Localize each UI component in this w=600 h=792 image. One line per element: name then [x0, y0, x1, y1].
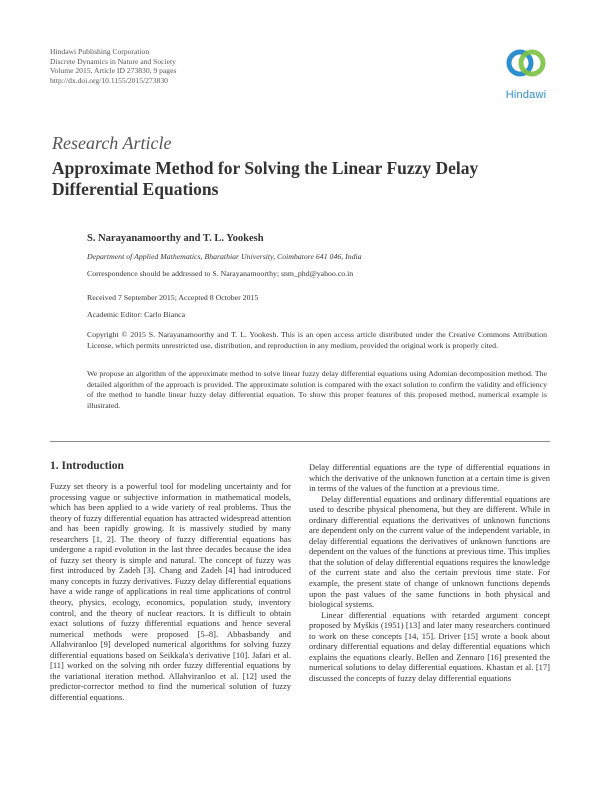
volume-line: Volume 2015, Article ID 273830, 9 pages — [50, 66, 177, 76]
paragraph: Delay differential equations and ordinary differential equations are used to describe physical phenomena, but they are different. While in ordinary differential equations the derivatives of unknown functions are dependent only on the current value of the independent variable, in delay differential equations the derivatives of unknown functions are dependent on the values of the functions at previous time. This implies that the solution of delay differential equations requires the knowledge of the current state and also the certain previous time state. For example, the present state of change of unknown functions depends upon the past values of the same functions in both physical and biological systems. — [309, 493, 550, 610]
authors: S. Narayanamoorthy and T. L. Yookesh — [87, 233, 264, 244]
journal-line: Discrete Dynamics in Nature and Society — [50, 56, 176, 66]
doi-link[interactable]: http://dx.doi.org/10.1155/2015/273830 — [50, 75, 168, 85]
paragraph: Delay differential equations are the type of differential equations in which the derivative of the unknown function at a certain time is given in terms of the values of the function at a previous time. — [309, 462, 550, 494]
correspondence: Correspondence should be addressed to S. Narayanamoorthy; snm_phd@yahoo.co.in — [87, 269, 354, 278]
publisher-line: Hindawi Publishing Corporation — [50, 47, 150, 56]
journal-header — [50, 47, 176, 85]
affiliation: Department of Applied Mathematics, Bharathiar University, Coimbatore 641 046, India — [87, 252, 362, 261]
logo-text: Hindawi — [505, 89, 547, 101]
hindawi-logo-icon — [498, 45, 554, 89]
hindawi-logo — [498, 45, 554, 103]
section-divider — [50, 441, 550, 442]
body-column-left — [50, 481, 291, 702]
body-column-right — [309, 462, 550, 683]
paper-title: Approximate Method for Solving the Linear Fuzzy Delay Differential Equations — [52, 158, 479, 199]
abstract: We propose an algorithm of the approximate method to solve linear fuzzy delay differential equations using Adomian decomposition method. The detailed algorithm of the approach is provided. The approximate solution is compared with the exact solution to confirm the validity and efficiency of the method to handle linear fuzzy delay differential equation. To show this proper features of this proposed method, numerical example is illustrated. — [87, 369, 547, 410]
section-heading: 1. Introduction — [50, 460, 124, 472]
paragraph: Linear differential equations with retarded argument concept proposed by Myškis (1951) [13] and later many researchers continued to work on these concepts [14, 15]. Driver [15] wrote a book about ordinary differential equations and delay differential equations which explains the equations clearly. Bellen and Zennaro [16] presented the numerical solutions to delay differential equations. Khastan et al. [17] discussed the concepts of fuzzy delay differential equations — [309, 609, 550, 683]
copyright-notice: Copyright © 2015 S. Narayanamoorthy and T. L. Yookesh. This is an open access article distributed under the Creative Commons Attribution License, which permits unrestricted use, distribution, and reproduction in any medium, provided the original work is properly cited. — [87, 330, 547, 350]
paragraph: Fuzzy set theory is a powerful tool for modeling uncertainty and for processing vague or subjective information in mathematical models, which has been applied to a wide variety of real problems. Thus the theory of fuzzy differential equation has attracted widespread attention and has been rapidly growing. It is massively studied by many researchers [1, 2]. The theory of fuzzy differential equations has undergone a rapid evolution in the last three decades because the idea of fuzzy set theory is simple and natural. The concept of fuzzy was first introduced by Zadeh [3]. Chang and Zadeh [4] had introduced many concepts in fuzzy derivatives. Fuzzy delay differential equations have a wide range of applications in real time applications of control theory, physics, ecology, economics, population study, inventory control, and the theory of nuclear reactors. It is difficult to obtain exact solutions of fuzzy differential equations and hence several numerical methods were proposed [5–8]. Abbasbandy and Allahviranloo [9] developed numerical algorithms for solving fuzzy differential equations based on Seikkala's derivative [10]. Jafari et al. [11] worked on the solving nth order fuzzy differential equations by the variational iteration method. Allahviranloo et al. [12] used the predictor-corrector method to find the numerical solution of fuzzy differential equations. — [50, 481, 291, 702]
academic-editor: Academic Editor: Carlo Bianca — [87, 310, 186, 319]
received-date: Received 7 September 2015; Accepted 8 October 2015 — [87, 293, 259, 302]
article-type: Research Article — [52, 133, 172, 153]
